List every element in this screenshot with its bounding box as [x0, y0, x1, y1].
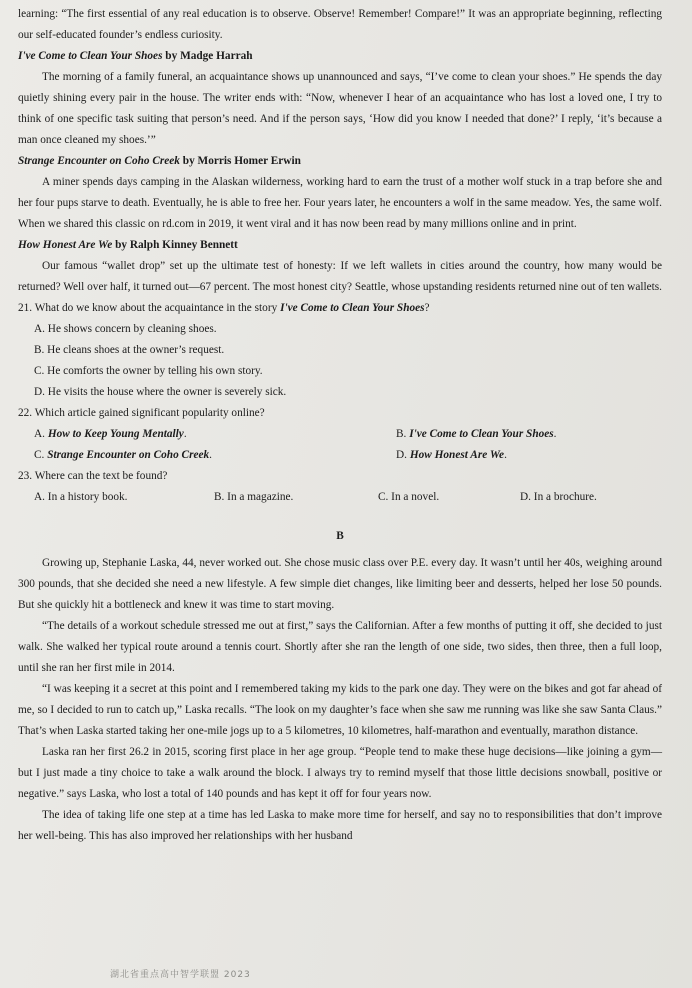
- question-22-option-b: B. I've Come to Clean Your Shoes.: [396, 428, 557, 440]
- question-22-stem: 22. Which article gained significant popularity online?: [18, 407, 265, 419]
- passage-b-paragraph-2: “The details of a workout schedule stressed me out at first,” says the Californian. After a few months of putting it off, she decided to just walk. She walked her typical route around a tennis court. Shortly after she ran the length of one side, two sides, then three, then a full loop, until she ran her first mile in 2014.: [18, 620, 662, 674]
- question-23-option-d: D. In a brochure.: [520, 491, 597, 503]
- question-22-option-a: A. How to Keep Young Mentally.: [34, 428, 187, 440]
- passage-b-paragraph-5: The idea of taking life one step at a time has led Laska to make more time for herself, and say no to responsibilities that don’t improve her well-being. This has also improved her relationships with her husband: [18, 809, 662, 842]
- question-22-option-d: D. How Honest Are We.: [396, 449, 507, 461]
- question-22-option-c: C. Strange Encounter on Coho Creek.: [34, 449, 212, 461]
- question-23-options: [18, 487, 662, 508]
- question-21-mark: ?: [424, 302, 430, 314]
- question-23-option-c: C. In a novel.: [378, 491, 440, 503]
- question-22-row-1: [18, 424, 662, 445]
- question-22-row-2: [18, 445, 662, 466]
- passage-b-paragraph-3: “I was keeping it a secret at this point and I remembered taking my kids to the park one day. They were on the bikes and got far ahead of me, so I decided to run to catch up,” Laska recalls. “The look on my daughter’s face when she saw me running was like she saw Santa Claus.” That’s when Laska started taking her one-mile jogs up to a 5 kilometres, 10 kilometres, half-marathon and eventually, marathon distance.: [18, 683, 662, 737]
- article-2-body: A miner spends days camping in the Alaskan wilderness, working hard to earn the trust of a mother wolf stuck in a trap before she and her four pups starve to death. Eventually, he is able to free her. Four years later, he encounters a wolf in the same meadow. Yes, the same wolf. When we shared this classic on rd.com in 2019, it went viral and it has now been read by many millions online and in print.: [18, 176, 662, 230]
- question-21-option-b: B. He cleans shoes at the owner’s request.: [34, 344, 225, 356]
- article-1-heading: [18, 46, 662, 67]
- section-b-heading: B: [336, 530, 344, 542]
- intro-paragraph: learning: “The first essential of any real education is to observe. Observe! Remember! Compare!” It was an appropriate beginning, reflecting our self-educated founder’s endless curiosity.: [18, 8, 662, 41]
- article-1-author: by Madge Harrah: [162, 50, 253, 62]
- article-3-body: Our famous “wallet drop” set up the ultimate test of honesty: If we left wallets in cities around the country, how many would be returned? Well over half, it turned out—67 percent. The most honest city? Seattle, whose upstanding residents returned nine out of ten wallets.: [18, 260, 662, 293]
- article-2-title: Strange Encounter on Coho Creek: [18, 155, 180, 167]
- question-21-stem: [18, 298, 662, 319]
- article-2-author: by Morris Homer Erwin: [179, 155, 301, 167]
- question-23-stem: 23. Where can the text be found?: [18, 470, 168, 482]
- article-3-title: How Honest Are We: [18, 239, 113, 251]
- article-3-heading: [18, 235, 662, 256]
- question-21-option-c: C. He comforts the owner by telling his own story.: [34, 365, 263, 377]
- page-footer: 湖北省重点高中智学联盟 2023: [110, 970, 251, 980]
- article-1-body: The morning of a family funeral, an acquaintance shows up unannounced and says, “I’ve come to clean your shoes.” He spends the day quietly shining every pair in the house. The writer ends with: “Now, whenever I hear of an acquaintance who has lost a loved one, I try to think of one specific task suiting that person’s need. And if the person says, ‘How did you know I needed that done?’ I reply, ‘it’s because a man once cleaned my shoes.’”: [18, 71, 662, 146]
- article-3-author: by Ralph Kinney Bennett: [112, 239, 238, 251]
- question-21-option-d: D. He visits the house where the owner is severely sick.: [34, 386, 287, 398]
- passage-b-paragraph-1: Growing up, Stephanie Laska, 44, never worked out. She chose music class over P.E. every day. It wasn’t until her 40s, weighing around 300 pounds, that she decided she need a new lifestyle. A few simple diet changes, like limiting beer and desserts, helped her lose 50 pounds. But she quickly hit a bottleneck and knew it was time to start moving.: [18, 557, 662, 611]
- question-21-title: I've Come to Clean Your Shoes: [280, 302, 425, 314]
- article-1-title: I've Come to Clean Your Shoes: [18, 50, 163, 62]
- question-21-text: 21. What do we know about the acquaintance in the story: [18, 302, 281, 314]
- passage-b-paragraph-4: Laska ran her first 26.2 in 2015, scoring first place in her age group. “People tend to make these huge decisions—like joining a gym—but I just made a tiny choice to take a walk around the block. I always try to remind myself that those little decisions snowball, positive or negative.” says Laska, who lost a total of 140 pounds and has kept it off for four years now.: [18, 746, 662, 800]
- question-21-option-a: A. He shows concern by cleaning shoes.: [34, 323, 217, 335]
- question-23-option-b: B. In a magazine.: [214, 491, 294, 503]
- article-2-heading: [18, 151, 662, 172]
- question-23-option-a: A. In a history book.: [34, 491, 128, 503]
